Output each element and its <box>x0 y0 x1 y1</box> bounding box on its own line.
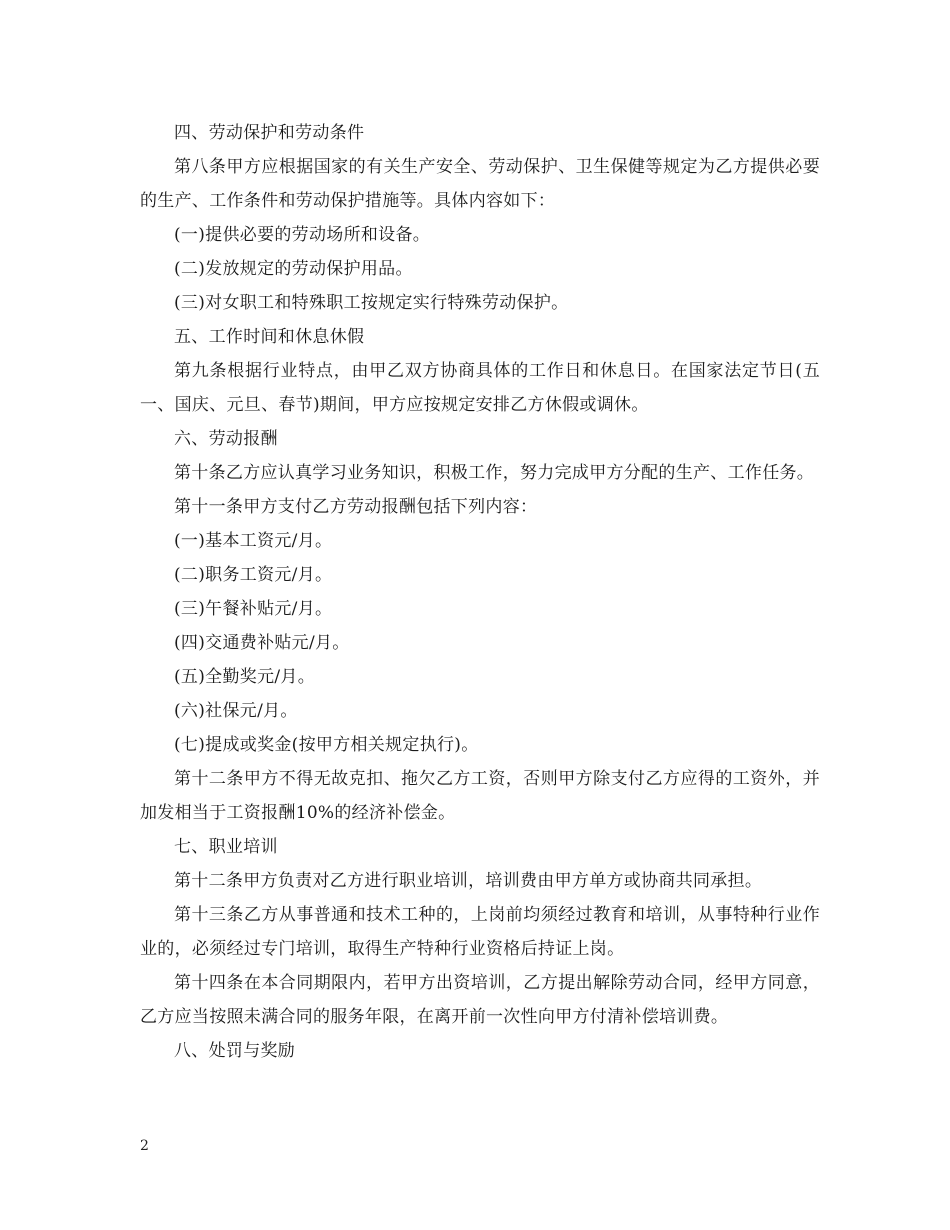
article-8: 第八条甲方应根据国家的有关生产安全、劳动保护、卫生保健等规定为乙方提供必要的生产、工作条件和劳动保护措施等。具体内容如下： <box>140 157 820 211</box>
article-10: 第十条乙方应认真学习业务知识，积极工作，努力完成甲方分配的生产、工作任务。 <box>174 463 815 483</box>
article-14: 第十四条在本合同期限内，若甲方出资培训，乙方提出解除劳动合同，经甲方同意，乙方应当按照未满合同的服务年限，在离开前一次性向甲方付清补偿培训费。 <box>140 973 820 1027</box>
list-item: (一)基本工资元/月。 <box>174 531 333 551</box>
section-heading-training: 七、职业培训 <box>174 837 278 857</box>
article-12-wages: 第十二条甲方不得无故克扣、拖欠乙方工资，否则甲方除支付乙方应得的工资外，并加发相当于工资报酬10%的经济补偿金。 <box>140 769 820 823</box>
list-item: (三)午餐补贴元/月。 <box>174 599 333 619</box>
list-item: (四)交通费补贴元/月。 <box>174 633 350 653</box>
section-heading-penalties-rewards: 八、处罚与奖励 <box>174 1041 296 1061</box>
list-item: (二)发放规定的劳动保护用品。 <box>174 259 413 279</box>
article-12-training: 第十二条甲方负责对乙方进行职业培训，培训费由甲方单方或协商共同承担。 <box>174 871 763 891</box>
list-item: (五)全勤奖元/月。 <box>174 667 315 687</box>
section-heading-remuneration: 六、劳动报酬 <box>174 429 278 449</box>
article-9: 第九条根据行业特点，由甲乙双方协商具体的工作日和休息日。在国家法定节日(五一、国庆、元旦、春节)期间，甲方应按规定安排乙方休假或调休。 <box>140 361 820 415</box>
section-heading-labor-protection: 四、劳动保护和劳动条件 <box>174 123 365 143</box>
list-item: (二)职务工资元/月。 <box>174 565 333 585</box>
list-item: (七)提成或奖金(按甲方相关规定执行)。 <box>174 735 479 755</box>
article-11: 第十一条甲方支付乙方劳动报酬包括下列内容： <box>174 497 538 517</box>
page-number: 2 <box>140 1138 149 1154</box>
document-body <box>140 116 820 1068</box>
article-13: 第十三条乙方从事普通和技术工种的，上岗前均须经过教育和培训，从事特种行业作业的，必须经过专门培训，取得生产特种行业资格后持证上岗。 <box>140 905 820 959</box>
section-heading-working-hours: 五、工作时间和休息休假 <box>174 327 365 347</box>
list-item: (一)提供必要的劳动场所和设备。 <box>174 225 431 245</box>
list-item: (六)社保元/月。 <box>174 701 298 721</box>
list-item: (三)对女职工和特殊职工按规定实行特殊劳动保护。 <box>174 293 569 313</box>
